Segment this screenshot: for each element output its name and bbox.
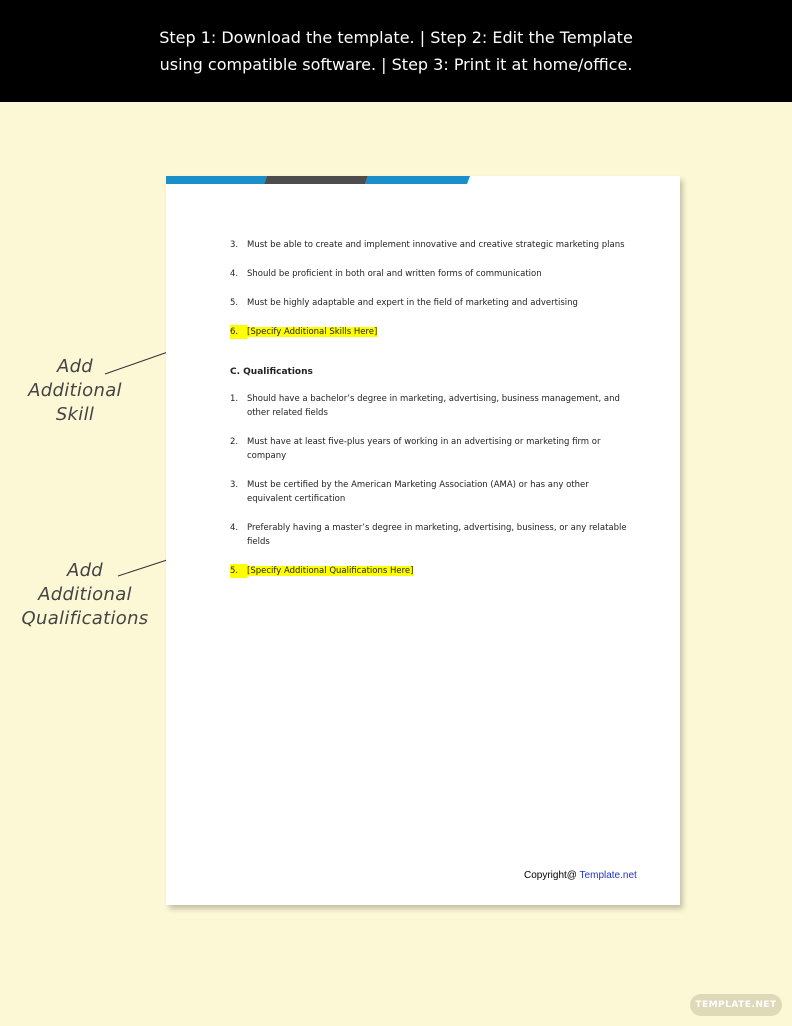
item-text: Should be proficient in both oral and written forms of communication (247, 269, 542, 279)
item-text-wrapper (247, 564, 630, 578)
copyright-footer (524, 870, 637, 881)
list-item (230, 478, 630, 506)
item-text: Must have at least five-plus years of working in an advertising or marketing firm or company (247, 437, 601, 461)
item-text: Must be able to create and implement innovative and creative strategic marketing plans (247, 240, 625, 250)
placeholder-skills-text[interactable]: [Specify Additional Skills Here] (247, 327, 378, 337)
bar-segment-gray (264, 176, 368, 184)
list-item (230, 267, 630, 281)
header-color-bar (166, 176, 470, 184)
banner-line-1: Step 1: Download the template. | Step 2: Edit the Template (159, 28, 633, 47)
item-number: 5. (230, 564, 247, 578)
annotation-add-skill (20, 355, 130, 427)
list-item-placeholder (230, 325, 630, 339)
bar-segment-blue-right (365, 176, 470, 184)
item-number: 6. (230, 325, 247, 339)
annotation-line: Qualifications (21, 608, 149, 629)
list-item (230, 296, 630, 310)
item-number: 4. (230, 523, 239, 533)
item-number: 3. (230, 240, 239, 250)
annotation-line: Additional (38, 584, 132, 605)
document-page (166, 176, 680, 905)
list-item (230, 238, 630, 252)
skills-list (230, 238, 630, 339)
item-text: Should have a bachelor’s degree in marketing, advertising, business management, and other related fields (247, 394, 620, 418)
item-text-wrapper (247, 325, 630, 339)
watermark-badge: TEMPLATE.NET (690, 994, 782, 1016)
item-text: Must be certified by the American Marketing Association (AMA) or has any other equivalent certification (247, 480, 589, 504)
copyright-link[interactable]: Template.net (579, 870, 637, 881)
qualifications-heading: C. Qualifications (230, 367, 313, 377)
list-item (230, 521, 630, 549)
item-number: 5. (230, 298, 239, 308)
item-text: Must be highly adaptable and expert in the field of marketing and advertising (247, 298, 578, 308)
item-text: Preferably having a master’s degree in marketing, advertising, business, or any relatable fields (247, 523, 627, 547)
list-item (230, 392, 630, 420)
annotation-add-qualifications (18, 559, 152, 631)
list-item (230, 435, 630, 463)
banner-line-2: using compatible software. | Step 3: Print it at home/office. (159, 55, 633, 74)
item-number: 4. (230, 269, 239, 279)
document-content (230, 238, 630, 593)
annotation-line: Additional (28, 380, 122, 401)
placeholder-qualifications-text[interactable]: [Specify Additional Qualifications Here] (247, 566, 414, 576)
bar-segment-blue (166, 176, 267, 184)
copyright-prefix: Copyright@ (524, 870, 580, 881)
item-number: 1. (230, 394, 239, 404)
item-number: 3. (230, 480, 239, 490)
annotation-line: Add (56, 356, 94, 377)
instructions-banner (0, 0, 792, 102)
item-number: 2. (230, 437, 239, 447)
annotation-line: Add (66, 560, 104, 581)
annotation-line: Skill (55, 404, 95, 425)
qualifications-list (230, 392, 630, 578)
list-item-placeholder (230, 564, 630, 578)
